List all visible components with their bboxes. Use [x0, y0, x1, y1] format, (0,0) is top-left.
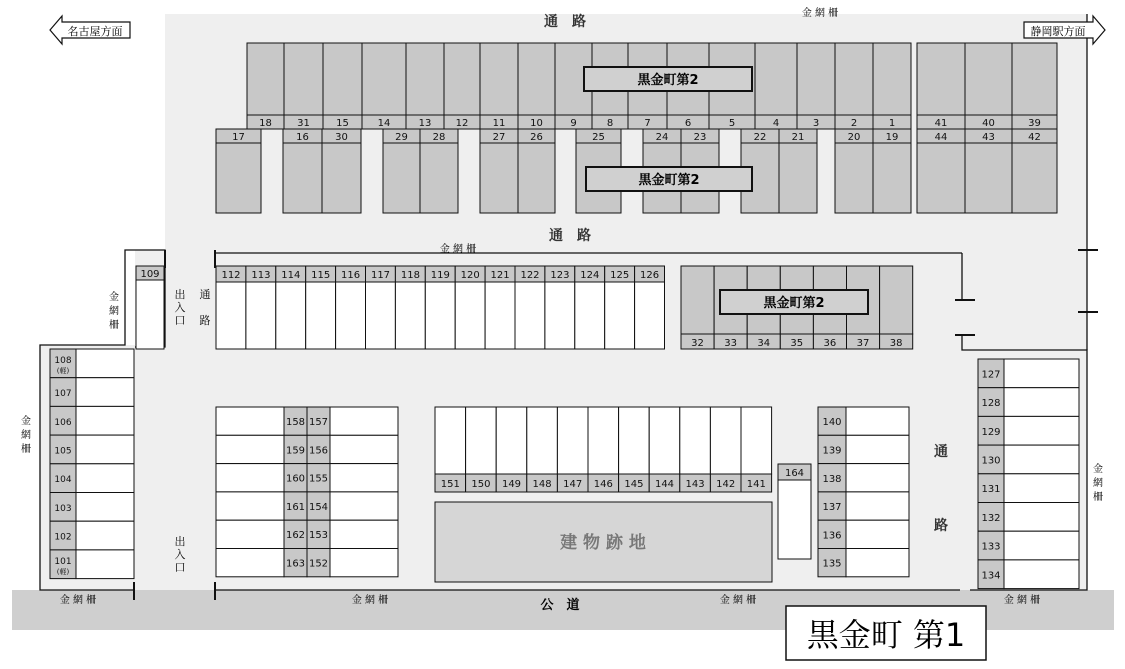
parking-stall — [917, 43, 965, 115]
stall-number: 136 — [822, 530, 842, 542]
parking-stall — [846, 435, 909, 463]
stall-number: 4 — [772, 118, 780, 129]
parking-stall — [330, 520, 398, 548]
stall-number: 25 — [592, 132, 605, 143]
parking-stall — [216, 549, 284, 577]
parking-stall — [395, 282, 425, 349]
stall-number: 27 — [492, 132, 506, 143]
stall-number: 6 — [684, 118, 692, 129]
parking-stall — [216, 464, 284, 492]
parking-stall — [136, 280, 164, 349]
stall-number: 123 — [550, 270, 570, 281]
fence-char: 網 — [21, 430, 31, 441]
parking-stall — [366, 282, 396, 349]
stall-number: 101 — [54, 556, 72, 567]
dai2-sign-middle — [586, 167, 752, 191]
parking-stall — [76, 406, 134, 435]
aisle-label-right-1: 通 — [934, 444, 948, 460]
fence-char: 網 — [1093, 478, 1103, 489]
stall-number: 21 — [791, 132, 805, 143]
stall-number: 132 — [981, 512, 1001, 524]
aisle-label-gate-1: 通 — [199, 288, 211, 301]
dai2-sign-top — [584, 67, 752, 91]
parking-stall — [480, 43, 518, 115]
parking-stall — [496, 407, 527, 474]
parking-stall — [917, 143, 965, 213]
stall-number: 10 — [530, 118, 543, 129]
stall-number: 41 — [934, 118, 948, 129]
fence-char: 網 — [109, 306, 119, 317]
stall-number: 14 — [377, 118, 391, 129]
stall-number: 137 — [822, 502, 842, 514]
stall-number: 133 — [981, 541, 1001, 553]
parking-stall — [283, 143, 322, 213]
parking-stall — [778, 480, 811, 559]
fence-label-bottom-3: 金 網 柵 — [719, 595, 757, 606]
parking-stall — [362, 43, 406, 115]
parking-stall — [835, 143, 873, 213]
entrance-char: 入 — [174, 548, 186, 561]
dai2-sign-top-label: 黒金町第2 — [637, 73, 699, 88]
parking-stall — [835, 43, 873, 115]
parking-stall — [322, 143, 361, 213]
stall-number: 5 — [728, 118, 736, 129]
stall-number: 12 — [455, 118, 469, 129]
fence-char: 柵 — [21, 444, 31, 455]
stall-number: 32 — [691, 338, 704, 349]
stall-number: 13 — [418, 118, 432, 129]
parking-stall — [797, 43, 835, 115]
parking-stall — [406, 43, 444, 115]
stall-number: 162 — [285, 530, 306, 542]
stall-number: 143 — [685, 479, 705, 490]
fence-char: 柵 — [109, 320, 119, 331]
parking-stall — [846, 492, 909, 520]
aisle-label-top: 通 路 — [544, 14, 586, 30]
parking-stall — [330, 492, 398, 520]
stall-number: 158 — [285, 417, 306, 428]
parking-stall — [330, 549, 398, 577]
stall-number: 116 — [341, 270, 361, 281]
parking-stall — [1004, 503, 1079, 532]
parking-stall — [1012, 43, 1057, 115]
parking-stall — [680, 407, 711, 474]
stall-number: 145 — [624, 479, 644, 490]
stall-number: 126 — [640, 270, 660, 281]
parking-stall — [557, 407, 588, 474]
parking-stall — [873, 43, 911, 115]
parking-stall — [306, 282, 336, 349]
parking-stall — [965, 143, 1012, 213]
stall-number: (軽) — [56, 567, 70, 576]
parking-stall — [480, 143, 518, 213]
stall-number: 144 — [654, 479, 675, 490]
fence-label-bottom-2: 金 網 柵 — [351, 595, 389, 606]
dai2-sign-right — [720, 290, 868, 314]
entrance-label-upper — [175, 287, 186, 327]
stall-number: 163 — [285, 558, 306, 570]
nagoya-direction-label: 名古屋方面 — [67, 25, 123, 38]
parking-stall — [216, 282, 246, 349]
parking-stall — [619, 407, 650, 474]
stall-number: 105 — [54, 446, 72, 457]
dai2-sign-middle-label: 黒金町第2 — [638, 173, 700, 188]
stall-number: 9 — [570, 118, 577, 129]
stall-number: 146 — [593, 479, 613, 490]
stall-number: 152 — [308, 558, 329, 570]
stall-number: 16 — [296, 132, 309, 143]
stall-number: 2 — [850, 118, 858, 129]
parking-stall — [575, 282, 605, 349]
stall-number: 142 — [716, 479, 736, 490]
stall-number: 36 — [823, 338, 837, 349]
stall-number: 42 — [1028, 132, 1041, 143]
stall-number: 149 — [501, 479, 522, 490]
stall-number: 11 — [492, 118, 506, 129]
parking-stall — [76, 464, 134, 493]
stall-number: 140 — [822, 417, 842, 429]
stall-number: 128 — [981, 398, 1001, 410]
stall-number: 112 — [221, 270, 241, 281]
public-road-label: 公 道 — [540, 598, 580, 613]
parking-stall — [455, 282, 485, 349]
stall-number: 153 — [308, 530, 329, 542]
stall-number: 38 — [889, 338, 903, 349]
parking-stall — [545, 282, 575, 349]
stall-number: 127 — [981, 369, 1001, 381]
parking-stall — [76, 550, 134, 579]
entrance-char: 入 — [174, 301, 186, 314]
aisle-label-right-2: 路 — [934, 518, 948, 534]
parking-stall — [444, 43, 480, 115]
parking-stall — [846, 549, 909, 577]
stall-number: 164 — [784, 468, 805, 479]
stall-number: 29 — [395, 132, 408, 143]
stall-number: 39 — [1028, 118, 1041, 129]
parking-stall — [710, 407, 741, 474]
parking-stall — [518, 143, 555, 213]
fence-label-left — [21, 414, 31, 455]
fence-label-bottom-1: 金 網 柵 — [59, 595, 97, 606]
parking-stall — [846, 464, 909, 492]
stall-number: 106 — [54, 417, 72, 428]
stall-number: 120 — [460, 270, 480, 281]
parking-stall — [435, 407, 466, 474]
fence-label-left-upper — [109, 290, 119, 331]
parking-stall — [420, 143, 458, 213]
stall-number: 157 — [308, 417, 329, 428]
parking-stall — [216, 520, 284, 548]
stall-number: 115 — [311, 270, 331, 281]
parking-stall — [247, 43, 284, 115]
stall-number: 114 — [281, 270, 301, 281]
parking-stall — [1004, 445, 1079, 474]
stall-number: 104 — [54, 475, 72, 486]
entrance-char: 口 — [174, 314, 186, 327]
stall-number: 156 — [308, 445, 329, 457]
parking-stall — [1004, 531, 1079, 560]
stall-number: 138 — [822, 473, 842, 485]
stall-number: 125 — [610, 270, 630, 281]
stall-number: 131 — [981, 484, 1001, 496]
stall-number: 117 — [370, 270, 391, 281]
stall-number: 22 — [753, 132, 767, 143]
stall-number: 135 — [822, 558, 842, 570]
fence-char: 金 — [21, 416, 31, 427]
parking-stall — [965, 43, 1012, 115]
stall-number: 8 — [606, 118, 614, 129]
parking-stall — [846, 520, 909, 548]
fence-label-top: 金 網 柵 — [801, 8, 839, 19]
stall-number: 159 — [285, 445, 306, 457]
stall-number: 113 — [251, 270, 271, 281]
parking-stall — [76, 378, 134, 407]
stall-number: 15 — [336, 118, 349, 129]
stall-number: 109 — [140, 269, 160, 280]
parking-stall — [216, 407, 284, 435]
parking-stall — [515, 282, 545, 349]
stall-number: 7 — [644, 118, 651, 129]
stall-number: 154 — [308, 501, 329, 513]
parking-stall — [880, 266, 913, 334]
fence-char: 金 — [1093, 464, 1103, 475]
parking-stall — [1004, 416, 1079, 445]
parking-stall — [635, 282, 665, 349]
parking-stall — [681, 266, 714, 334]
stall-number: 3 — [812, 118, 820, 129]
parking-stall — [330, 407, 398, 435]
aisle-label-middle: 通 路 — [549, 228, 591, 244]
stall-number: 108 — [54, 355, 72, 366]
parking-stall — [873, 143, 911, 213]
parking-stall — [518, 43, 555, 115]
stall-number: 122 — [520, 270, 540, 281]
former-building-site-label: 建 物 跡 地 — [560, 533, 646, 553]
entrance-char: 出 — [174, 288, 186, 301]
stall-number: 160 — [285, 473, 306, 485]
entrance-char: 出 — [174, 535, 186, 548]
parking-stall — [76, 435, 134, 464]
stall-number: 130 — [981, 455, 1001, 467]
parking-stall — [425, 282, 455, 349]
parking-stall — [76, 493, 134, 522]
parking-stall — [741, 407, 772, 474]
parking-stall — [588, 407, 619, 474]
parking-stall — [330, 435, 398, 463]
stall-number: 102 — [54, 532, 72, 543]
stall-number: 44 — [934, 132, 948, 143]
stall-number: 40 — [982, 118, 995, 129]
stall-number: 134 — [981, 570, 1001, 582]
stall-number: 141 — [746, 479, 766, 490]
stall-number: 26 — [530, 132, 543, 143]
fence-label-bottom-4: 金 網 柵 — [1003, 595, 1041, 606]
stall-number: 23 — [693, 132, 707, 143]
stall-number: 150 — [471, 479, 491, 490]
fence-label-middle: 金 網 柵 — [439, 244, 477, 255]
parking-stall — [276, 282, 306, 349]
stall-number: 20 — [847, 132, 861, 143]
fence-char: 金 — [109, 292, 119, 303]
fence-char: 柵 — [1093, 492, 1103, 503]
parking-stall — [336, 282, 366, 349]
parking-stall — [383, 143, 420, 213]
stall-number: 124 — [580, 270, 600, 281]
parking-stall — [485, 282, 515, 349]
parking-stall — [649, 407, 680, 474]
parking-stall — [76, 521, 134, 550]
parking-stall — [605, 282, 635, 349]
stall-number: 17 — [232, 132, 245, 143]
parking-stall — [216, 143, 261, 213]
stall-number: 28 — [432, 132, 446, 143]
parking-stall — [1012, 143, 1057, 213]
stall-number: 151 — [440, 479, 460, 490]
parking-stall — [1004, 359, 1079, 388]
stall-number: 31 — [297, 118, 310, 129]
stall-number: 103 — [54, 503, 72, 514]
parking-stall — [284, 43, 323, 115]
stall-number: 129 — [981, 426, 1001, 438]
stall-number: 37 — [856, 338, 870, 349]
stall-number: 24 — [655, 132, 669, 143]
stall-number: 155 — [308, 473, 329, 485]
stall-number: 18 — [259, 118, 272, 129]
dai2-sign-right-label: 黒金町第2 — [763, 296, 825, 311]
page-title: 黒金町 第1 — [806, 616, 966, 654]
stall-number: 147 — [563, 479, 583, 490]
parking-stall — [246, 282, 276, 349]
fence-label-right — [1093, 462, 1103, 503]
stall-number: 19 — [885, 132, 899, 143]
stall-number: (軽) — [56, 366, 70, 375]
stall-number: 1 — [888, 118, 896, 129]
parking-stall — [466, 407, 497, 474]
stall-number: 118 — [400, 270, 420, 281]
shizuoka-direction-label: 静岡駅方面 — [1030, 25, 1086, 38]
stall-number: 34 — [757, 338, 771, 349]
stall-number: 33 — [724, 338, 737, 349]
parking-stall — [1004, 388, 1079, 417]
parking-stall — [846, 407, 909, 435]
parking-stall — [323, 43, 362, 115]
parking-stall — [755, 43, 797, 115]
entrance-label-lower — [175, 534, 186, 574]
parking-stall — [216, 492, 284, 520]
parking-stall — [330, 464, 398, 492]
parking-stall — [76, 349, 134, 378]
parking-stall — [779, 143, 817, 213]
parking-stall — [1004, 474, 1079, 503]
stall-number: 35 — [790, 338, 804, 349]
parking-stall — [216, 435, 284, 463]
stall-number: 121 — [490, 270, 510, 281]
aisle-label-gate-2: 路 — [199, 314, 211, 327]
stall-number: 119 — [430, 270, 450, 281]
stall-number: 43 — [982, 132, 995, 143]
stall-number: 107 — [54, 389, 72, 400]
stall-number: 148 — [532, 479, 552, 490]
parking-stall — [527, 407, 558, 474]
nagoya-direction-arrow — [50, 16, 130, 44]
stall-number: 30 — [335, 132, 348, 143]
entrance-char: 口 — [174, 561, 186, 574]
stall-number: 161 — [285, 501, 306, 513]
stall-number: 139 — [822, 445, 842, 457]
parking-stall — [1004, 560, 1079, 589]
